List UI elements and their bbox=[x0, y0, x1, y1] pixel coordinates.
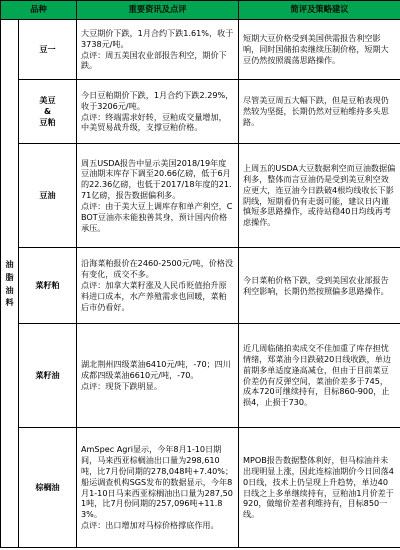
table-row bbox=[1, 80, 400, 144]
product-name: 豆油 bbox=[19, 144, 77, 248]
sector-label bbox=[1, 20, 19, 548]
news-cell: 大豆期价下跌，1月合约下跌1.61%，收于3738元/吨。 点评：周五美国农业部报告利空，期价下跌。 bbox=[77, 20, 239, 80]
product-name: 菜籽粕 bbox=[19, 248, 77, 324]
sector-label-char: 油 bbox=[5, 284, 14, 295]
strategy-cell: 尽管美豆周五大幅下跌，但是豆粕表现仍然较为坚挺，长期仍然对豆粕维持多头思路。 bbox=[239, 80, 400, 144]
strategy-cell: 上周五的USDA大豆数据利空而豆油数据偏利多，整体而言豆油仍是受到美豆利空效应更大，连豆油今日跌破4根均线收长下影阴线，短期看仍有走弱可能，建议日内谨慎短多思路操作，或待站稳40日均线再考虑操作。 bbox=[239, 144, 400, 248]
product-name: 棕榈油 bbox=[19, 428, 77, 548]
strategy-cell: MPOB报告数据整体利好，但马棕油并未出现明显上涨，因此连棕油期价今日回落40日线，技术上仍呈现上升趋势，单边40日线之上多单继续持有，豆粕油1月价差于920，做缩价差者利维持有，目标850一线。 bbox=[239, 428, 400, 548]
news-cell: 沿海菜粕报价在2460-2500元/吨，价格没有变化，成交不多。 点评：加拿大菜籽涨及人民币贬值抬升原料进口成本，水产养殖需求也回暖，菜粕后市仍看好。 bbox=[77, 248, 239, 324]
sector-label-char: 脂 bbox=[5, 271, 14, 282]
sector-label-char: 料 bbox=[5, 297, 14, 308]
table-row bbox=[1, 428, 400, 548]
product-name: 菜籽油 bbox=[19, 324, 77, 428]
product-name-part: 美豆 bbox=[39, 95, 56, 106]
header-news: 重要资讯及点评 bbox=[77, 1, 239, 20]
sector-label-char: 油 bbox=[5, 259, 14, 270]
product-name-part: & bbox=[43, 106, 52, 117]
header-strategy: 简评及策略建议 bbox=[239, 1, 400, 20]
news-cell: AmSpec Agri显示，今年8月1-10日期间，马来西亚棕榈油出口量为298,610吨，比7月份同期的278,048吨+7.40%；船运调查机构SGS发布的数据显示，今年8月1-10日马来西亚棕榈油出口量为287,501吨，比7月份同期的257,096吨+11.83%。 点评：出口增加对马棕价格撑底作用。 bbox=[77, 428, 239, 548]
table-row bbox=[1, 144, 400, 248]
news-cell: 湖北荆州四级菜油6410元/吨，-70；四川成都四级菜油6610元/吨，-70。 点评：现货下跌明显。 bbox=[77, 324, 239, 428]
news-cell: 周五USDA报告中显示美国2018/19年度豆油期末库存下调至20.66亿磅，低于6月的22.36亿磅，也低于2017/18年度的21.71亿磅，报告数据偏利多。 点评：由于美大豆上调库存和单产利空，CBOT豆油亦未能独善其身，预计国内价格承压。 bbox=[77, 144, 239, 248]
product-name-part: 豆粕 bbox=[39, 116, 56, 127]
table-row bbox=[1, 324, 400, 428]
strategy-cell: 今日菜粕价格下跌，受到美国农业部报告利空影响，长期仍然按照偏多思路操作。 bbox=[239, 248, 400, 324]
product-name: 豆一 bbox=[19, 20, 77, 80]
table-row bbox=[1, 248, 400, 324]
table-row bbox=[1, 20, 400, 80]
table-header-row bbox=[1, 1, 400, 20]
strategy-cell: 短期大豆价格受到美国供需报告利空影响，同时国储拍卖继续压制价格，短期大豆仍然按照震荡思路操作。 bbox=[239, 20, 400, 80]
strategy-cell: 近几周临储拍卖成交不佳加重了库存担忧情绪，郑菜油今日跌破20日线收跌，单边前期多单适度逢高减仓，但由于目前菜豆价差仍有反弹空间，菜油价差多于745，成本720可继续持有，目标860-900，止损4，止损于730。 bbox=[239, 324, 400, 428]
header-category: 品种 bbox=[1, 1, 77, 20]
product-name bbox=[19, 80, 77, 144]
news-cell: 今日豆粕期价下跌，1月合约下跌2.29%，收于3206元/吨。 点评：终端需求好转，豆粕成交量增加，中美贸易战升级，支撑豆粕价格。 bbox=[77, 80, 239, 144]
